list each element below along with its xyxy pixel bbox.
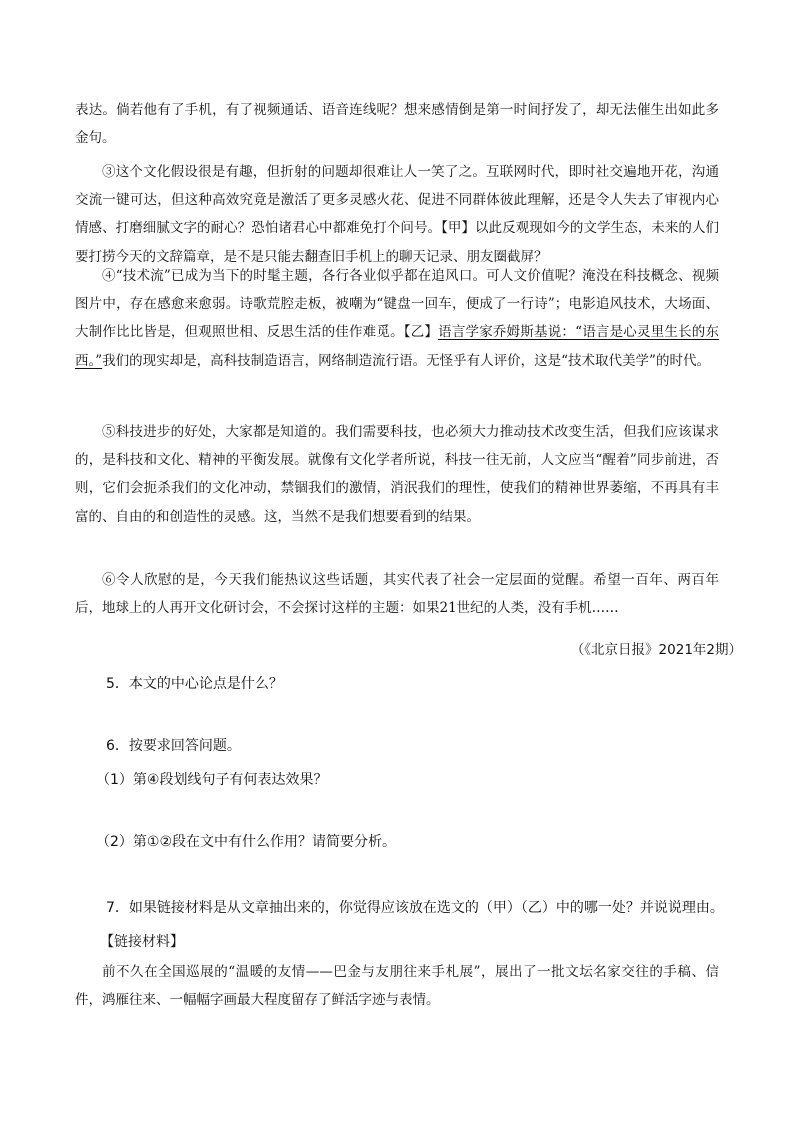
question-6: 6．按要求回答问题。 [106,738,241,754]
question-7: 7．如果链接材料是从文章抽出来的，你觉得应该放在选文的（甲）（乙）中的哪一处？并说说理由。 [106,900,724,916]
paragraph-3: ③这个文化假设很是有趣，但折射的问题却很难让人一笑了之。互联网时代，即时社交遍地开花，沟通交流一键可达，但这种高效究竟是激活了更多灵感火花、促进不同群体彼此理解，还是令人失去了审视内心情感、打磨细腻文字的耐心？恐怕诸君心中都难免打个问号。【甲】以此反观现如今的文学生态，未来的人们要打捞今天的文辞篇章，是不是只能去翻查旧手机上的聊天记录、朋友圈截屏？ [75,164,719,265]
question-6-1: （1）第④段划线句子有何表达效果？ [96,772,328,788]
question-5: 5．本文的中心论点是什么？ [106,676,283,692]
question-6-2: （2）第①②段在文中有什么作用？请简要分析。 [96,834,397,850]
paragraph-6: ⑥令人欣慰的是，今天我们能热议这些话题，其实代表了社会一定层面的觉醒。希望一百年、两百年后，地球上的人再开文化研讨会，不会探讨这样的主题：如果21世纪的人类，没有手机…… [75,572,719,617]
paragraph-4-text-b: 我们的现实却是，高科技制造语言，网络制造流行语。无怪乎有人评价，这是“技术取代美学”的时代。 [102,352,710,369]
paragraph-5: ⑤科技进步的好处，大家都是知道的。我们需要科技，也必须大力推动技术改变生活，但我们应该谋求的，是科技和文化、精神的平衡发展。就像有文化学者所说，科技一往无前，人文应当“醒着”同步前进，否则，它们会扼杀我们的文化冲动，禁锢我们的激情，消泯我们的理性，使我们的精神世界萎缩，不再具有丰富的、自由的和创造性的灵感。这，当然不是我们想要看到的结果。 [75,424,719,525]
underlined-sentence: 语言学家乔姆斯基说：“语言是心灵里生长的东西。” [75,324,720,369]
link-material-text: 前不久在全国巡展的“温暖的友情——巴金与友朋往来手札展”，展出了一批文坛名家交往的手稿、信件，鸿雁往来、一幅幅字画最大程度留存了鲜活字迹与表情。 [75,964,719,1009]
paragraph-4-text-a: ④“技术流”已成为当下的时髦主题，各行各业似乎都在追风口。可人文价值呢？淹没在科技概念、视频图片中，存在感愈来愈弱。诗歌荒腔走板，被嘲为“键盘一回车，便成了一行诗”；电影追风技术，大场面、大制作比比皆是，但观照世相、反思生活的佳作难觅。【乙】 [75,268,719,341]
link-material-heading: 【链接材料】 [100,934,184,950]
paragraph-4 [75,262,719,375]
paragraph-continued: 表达。倘若他有了手机，有了视频通话、语音连线呢？想来感情倒是第一时间抒发了，却无法催生出如此多金句。 [75,102,719,147]
source-citation: （《北京日报》2021年2期） [570,642,742,658]
